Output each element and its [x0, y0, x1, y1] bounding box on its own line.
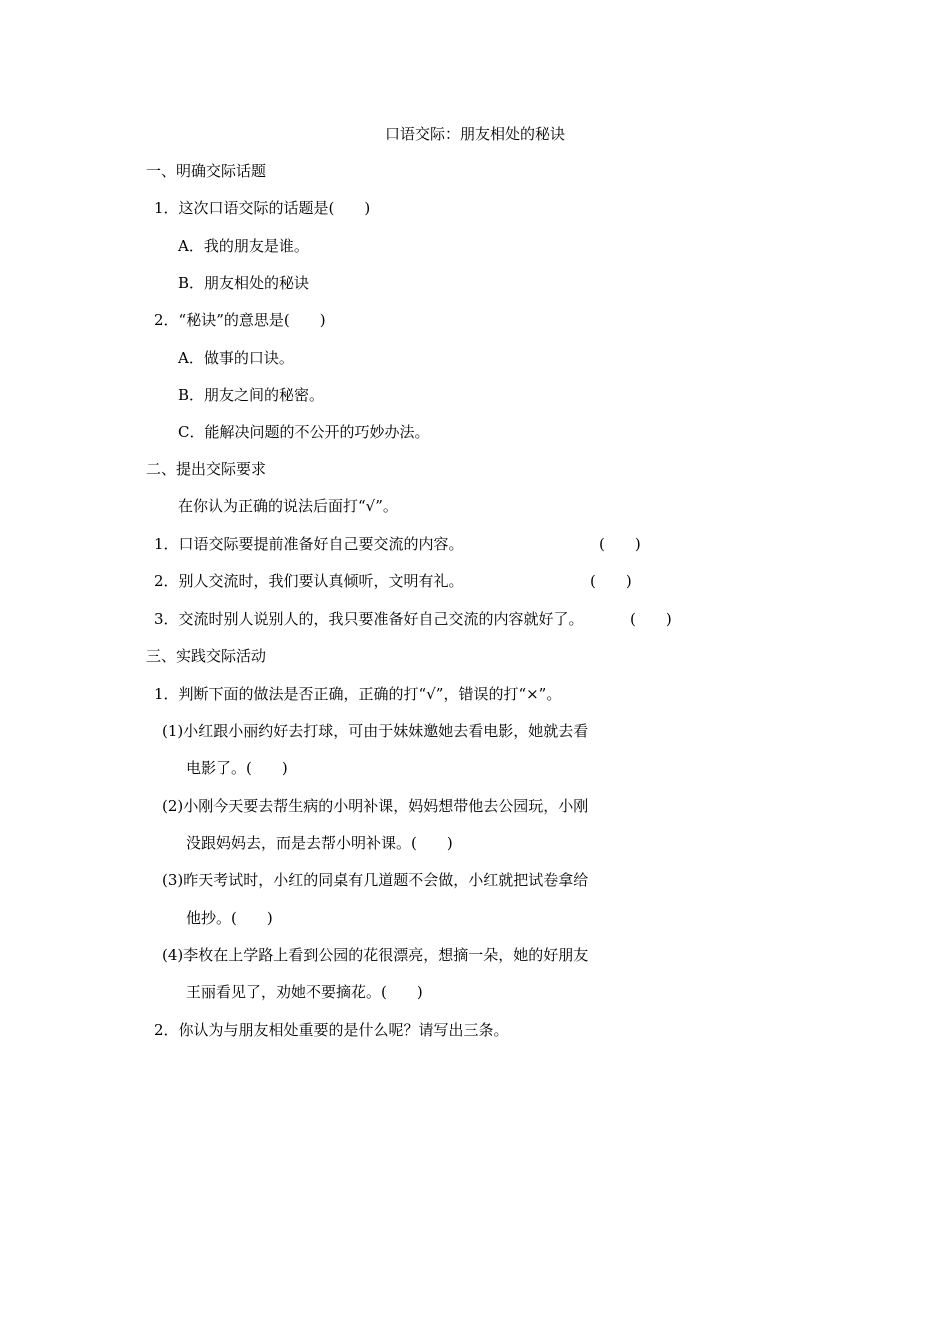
requirement-item-2-blank[interactable]: ( ) — [590, 572, 632, 590]
requirement-item-3-blank[interactable]: ( ) — [630, 610, 672, 628]
question-1-option-a: A．我的朋友是谁。 — [178, 237, 309, 255]
section-3-heading: 三、实践交际活动 — [146, 647, 267, 665]
practice-sub-item-4-line-1: (4)李枚在上学路上看到公园的花很漂亮，想摘一朵，她的好朋友 — [162, 946, 589, 964]
practice-question-2-stem: 2．你认为与朋友相处重要的是什么呢？请写出三条。 — [154, 1021, 509, 1039]
section-2-instruction: 在你认为正确的说法后面打“√”。 — [178, 497, 398, 515]
question-2-option-b: B．朋友之间的秘密。 — [178, 386, 325, 404]
practice-sub-item-4-line-2: 王丽看见了，劝她不要摘花。( ) — [186, 983, 423, 1001]
question-2-stem: 2．“秘诀”的意思是( ) — [154, 311, 326, 329]
section-1-heading: 一、明确交际话题 — [146, 162, 267, 180]
question-1-option-b: B．朋友相处的秘诀 — [178, 274, 310, 292]
requirement-item-1-blank[interactable]: ( ) — [599, 535, 641, 553]
practice-question-1-stem: 1．判断下面的做法是否正确，正确的打“√”，错误的打“×”。 — [154, 685, 562, 703]
section-2-heading: 二、提出交际要求 — [146, 460, 267, 478]
question-2-option-a: A．做事的口诀。 — [178, 349, 294, 367]
practice-sub-item-3-line-2: 他抄。( ) — [186, 909, 273, 927]
practice-sub-item-3-line-1: (3)昨天考试时，小红的同桌有几道题不会做，小红就把试卷拿给 — [162, 871, 589, 889]
question-1-stem: 1．这次口语交际的话题是( ) — [154, 199, 371, 217]
practice-sub-item-1-line-2: 电影了。( ) — [186, 759, 288, 777]
practice-sub-item-2-line-1: (2)小刚今天要去帮生病的小明补课，妈妈想带他去公园玩，小刚 — [162, 797, 589, 815]
practice-sub-item-2-line-2: 没跟妈妈去，而是去帮小明补课。( ) — [186, 834, 453, 852]
question-2-option-c: C．能解决问题的不公开的巧妙办法。 — [178, 423, 430, 441]
requirement-item-1-text: 1．口语交际要提前准备好自己要交流的内容。 — [154, 535, 464, 553]
requirement-item-2-text: 2．别人交流时，我们要认真倾听，文明有礼。 — [154, 572, 464, 590]
practice-sub-item-1-line-1: (1)小红跟小丽约好去打球，可由于妹妹邀她去看电影，她就去看 — [162, 722, 589, 740]
page-title: 口语交际：朋友相处的秘诀 — [384, 125, 565, 143]
requirement-item-3-text: 3．交流时别人说别人的，我只要准备好自己交流的内容就好了。 — [154, 610, 584, 628]
